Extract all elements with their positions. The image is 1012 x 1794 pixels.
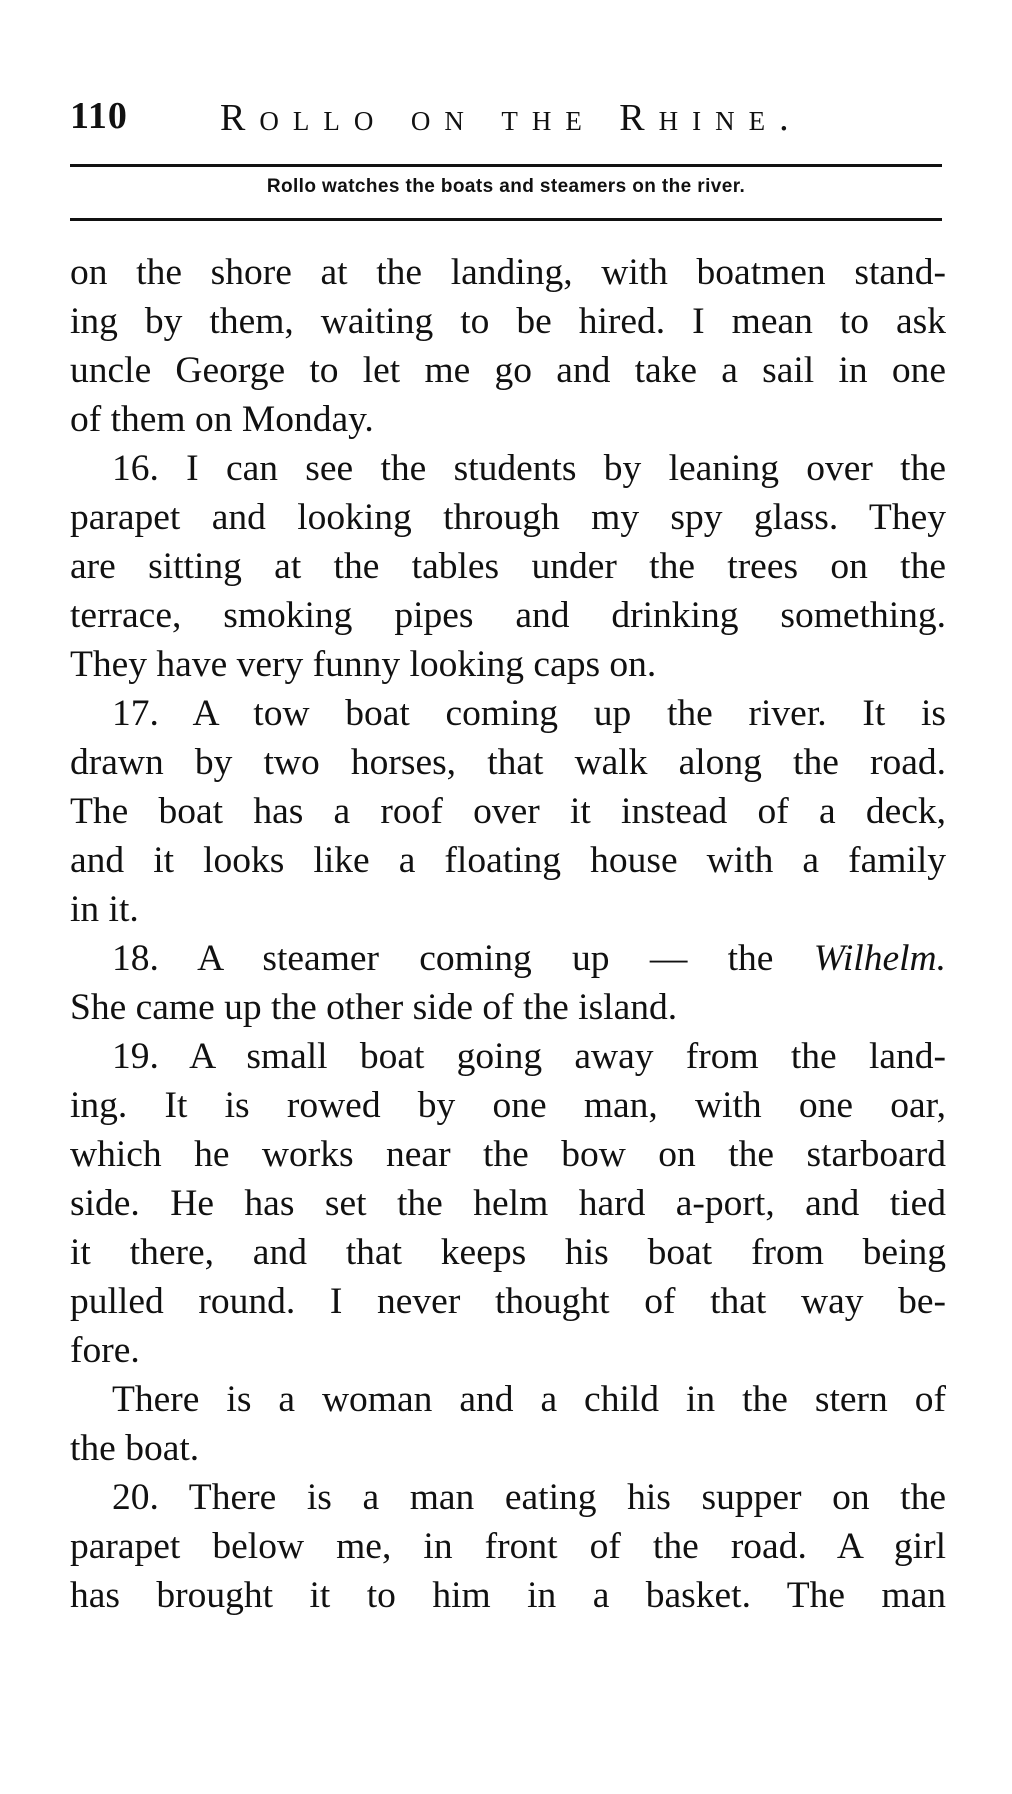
text-line-content: which he works near the bow on the starboard: [70, 1134, 946, 1175]
text-line: [70, 1032, 946, 1081]
text-line: [70, 836, 946, 885]
running-head: Rollo on the Rhine.: [220, 97, 803, 139]
text-line-content: on the shore at the landing, with boatmen stand-: [70, 252, 946, 293]
text-line: [70, 983, 946, 1032]
text-line: [70, 1424, 946, 1473]
header-rule-bottom: [70, 218, 942, 221]
text-line-content: She came up the other side of the island.: [70, 987, 678, 1028]
text-line: [70, 1522, 946, 1571]
body-text: [70, 248, 946, 1620]
text-line-content: 16. I can see the students by leaning over the: [112, 448, 946, 489]
text-line: [70, 1326, 946, 1375]
text-line-content: pulled round. I never thought of that way be-: [70, 1281, 946, 1322]
text-line-content: parapet below me, in front of the road. A girl: [70, 1526, 946, 1567]
text-line-content: in it.: [70, 889, 139, 930]
text-line-content: are sitting at the tables under the trees on the: [70, 546, 946, 587]
text-line-content: drawn by two horses, that walk along the road.: [70, 742, 946, 783]
page-number: 110: [70, 95, 128, 137]
text-line: [70, 1130, 946, 1179]
text-line-content: the boat.: [70, 1428, 200, 1469]
text-line-content: 19. A small boat going away from the land-: [112, 1036, 946, 1077]
text-line: [70, 787, 946, 836]
text-line-content: 18. A steamer coming up — the: [112, 938, 814, 979]
text-line: [70, 885, 946, 934]
text-line: [70, 1277, 946, 1326]
header-rule-top: [70, 164, 942, 167]
text-line-content: ing. It is rowed by one man, with one oar,: [70, 1085, 946, 1126]
text-line-content: terrace, smoking pipes and drinking something.: [70, 595, 946, 636]
italic-name: Wilhelm.: [813, 938, 946, 979]
text-line: [70, 640, 946, 689]
text-line-content: parapet and looking through my spy glass. They: [70, 497, 946, 538]
text-line-content: side. He has set the helm hard a-port, and tied: [70, 1183, 946, 1224]
text-line-content: They have very funny looking caps on.: [70, 644, 657, 685]
text-line: [70, 1228, 946, 1277]
text-line-content: it there, and that keeps his boat from being: [70, 1232, 946, 1273]
text-line: [70, 542, 946, 591]
text-line-content: The boat has a roof over it instead of a deck,: [70, 791, 946, 832]
text-line: [70, 346, 946, 395]
text-line-content: uncle George to let me go and take a sail in one: [70, 350, 946, 391]
text-line: [70, 689, 946, 738]
text-line: [70, 1375, 946, 1424]
text-line-content: of them on Monday.: [70, 399, 374, 440]
text-line-content: fore.: [70, 1330, 140, 1371]
text-line-content: and it looks like a floating house with a family: [70, 840, 946, 881]
text-line: [70, 1571, 946, 1620]
text-line: [70, 444, 946, 493]
text-line-content: has brought it to him in a basket. The man: [70, 1575, 946, 1616]
text-line-content: 17. A tow boat coming up the river. It is: [112, 693, 946, 734]
text-line: [70, 1179, 946, 1228]
text-line-content: 20. There is a man eating his supper on the: [112, 1477, 946, 1518]
text-line: [70, 395, 946, 444]
section-subheading: Rollo watches the boats and steamers on the river.: [266, 176, 746, 197]
text-line: [70, 1473, 946, 1522]
text-line: [70, 738, 946, 787]
text-line: [70, 248, 946, 297]
page-header: [70, 94, 950, 144]
text-line-content: There is a woman and a child in the stern of: [112, 1379, 946, 1420]
text-line-content: ing by them, waiting to be hired. I mean to ask: [70, 301, 946, 342]
text-line: [70, 493, 946, 542]
text-line: [70, 1081, 946, 1130]
text-line: [70, 297, 946, 346]
text-line: [70, 591, 946, 640]
text-line: [70, 934, 946, 983]
